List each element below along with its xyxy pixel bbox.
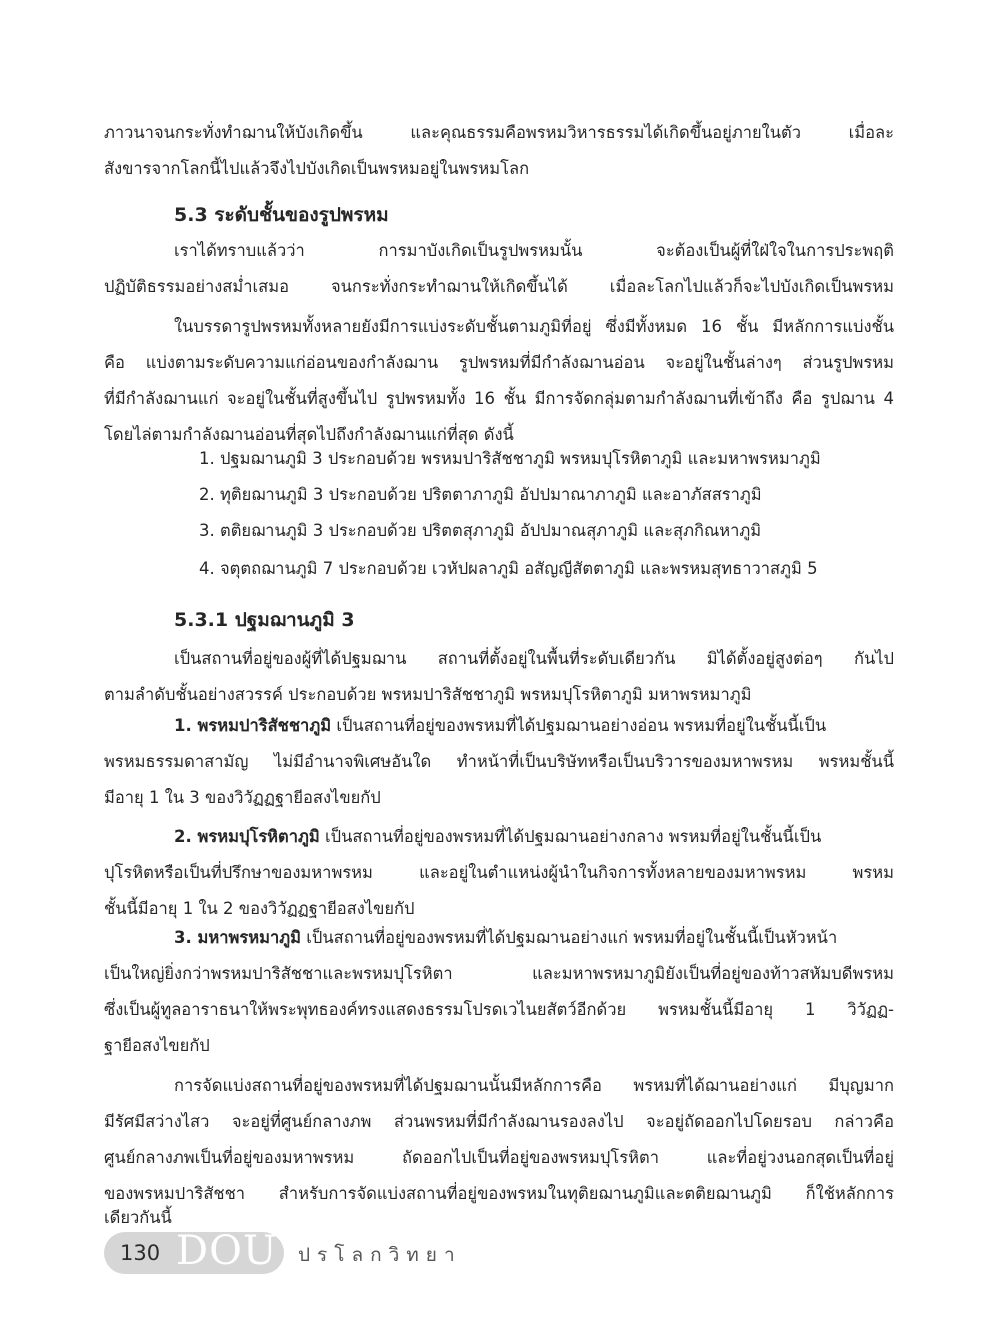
paragraph-line: ศูนย์กลางภพเป็นที่อยู่ของมหาพรหม ถัดออกไปเป็นที่อยู่ของพรหมปุโรหิตา และที่อยู่วงนอกสุดเป็นที่อยู่ [104,1148,894,1167]
paragraph-line: เราได้ทราบแล้วว่า การมาบังเกิดเป็นรูปพรหมนั้น จะต้องเป็นผู้ที่ใฝ่ใจในการประพฤติ [174,241,894,260]
paragraph-line: โดยไล่ตามกำลังฌานอ่อนที่สุดไปถึงกำลังฌานแก่ที่สุด ดังนี้ [104,425,514,444]
paragraph-line [174,708,894,744]
list-item: 3. ตติยฌานภูมิ 3 ประกอบด้วย ปริตตสุภาภูมิ อัปปมาณสุภาภูมิ และสุภกิณหาภูมิ [199,521,762,540]
paragraph-line: มีอายุ 1 ใน 3 ของวิวัฏฏฐายีอสงไขยกัป [104,788,381,807]
paragraph-line: สังขารจากโลกนี้ไปแล้วจึงไปบังเกิดเป็นพรหมอยู่ในพรหมโลก [104,159,530,178]
book-title: ปรโลกวิทยา [298,1244,462,1266]
page-footer [0,1228,1000,1282]
page-number: 130 [120,1241,161,1265]
term-text: เป็นสถานที่อยู่ของพรหมที่ได้ปฐมฌานอย่างกลาง พรหมที่อยู่ในชั้นนี้เป็น [319,827,822,846]
paragraph-line [174,819,894,855]
paragraph-line: เป็นสถานที่อยู่ของผู้ที่ได้ปฐมฌาน สถานที่ตั้งอยู่ในพื้นที่ระดับเดียวกัน มิได้ตั้งอยู่สูงต่อๆ กันไป [174,649,894,668]
paragraph-line: ในบรรดารูปพรหมทั้งหลายยังมีการแบ่งระดับชั้นตามภูมิที่อยู่ ซึ่งมีทั้งหมด 16 ชั้น มีหลักการแบ่งชั้น [174,317,894,336]
list-item: 1. ปฐมฌานภูมิ 3 ประกอบด้วย พรหมปาริสัชชาภูมิ พรหมปุโรหิตาภูมิ และมหาพรหมาภูมิ [199,449,821,468]
term-text: เป็นสถานที่อยู่ของพรหมที่ได้ปฐมฌานอย่างอ่อน พรหมที่อยู่ในชั้นนี้เป็น [331,716,827,735]
paragraph-line: การจัดแบ่งสถานที่อยู่ของพรหมที่ได้ปฐมฌานนั้นมีหลักการคือ พรหมที่ได้ฌานอย่างแก่ มีบุญมาก [174,1076,894,1095]
paragraph-line: มีรัศมีสว่างไสว จะอยู่ที่ศูนย์กลางภพ ส่วนพรหมที่มีกำลังฌานรองลงไป จะอยู่ถัดออกไปโดยรอบ กล่าวคือ [104,1112,894,1131]
paragraph-line: ปุโรหิตหรือเป็นที่ปรึกษาของมหาพรหม และอยู่ในตำแหน่งผู้นำในกิจการทั้งหลายของมหาพรหม พรหม [104,863,894,882]
paragraph-line: พรหมธรรมดาสามัญ ไม่มีอำนาจพิเศษอันใด ทำหน้าที่เป็นบริษัทหรือเป็นบริวารของมหาพรหม พรหมชั้นนี้ [104,752,894,771]
paragraph-line: เป็นใหญ่ยิ่งกว่าพรหมปาริสัชชาและพรหมปุโรหิตา และมหาพรหมาภูมิยังเป็นที่อยู่ของท้าวสหัมบดีพรหม [104,964,894,983]
list-item: 4. จตุตถฌานภูมิ 7 ประกอบด้วย เวหัปผลาภูมิ อสัญญีสัตตาภูมิ และพรหมสุทธาวาสภูมิ 5 [199,559,818,578]
paragraph-line: เดียวกันนี้ [104,1208,172,1227]
paragraph-line: ภาวนาจนกระทั่งทำฌานให้บังเกิดขึ้น และคุณธรรมคือพรหมวิหารธรรมได้เกิดขึ้นอยู่ภายในตัว เมื่อละ [104,123,894,142]
paragraph-line: ซึ่งเป็นผู้ทูลอาราธนาให้พระพุทธองค์ทรงแสดงธรรมโปรดเวไนยสัตว์อีกด้วย พรหมชั้นนี้มีอายุ 1 วิวัฏฏ- [104,1000,894,1019]
paragraph-line: ของพรหมปาริสัชชา สำหรับการจัดแบ่งสถานที่อยู่ของพรหมในทุติยฌานภูมิและตติยฌานภูมิ ก็ใช้หลักการ [104,1184,894,1203]
paragraph-line: ปฏิบัติธรรมอย่างสม่ำเสมอ จนกระทั่งกระทำฌานให้เกิดขึ้นได้ เมื่อละโลกไปแล้วก็จะไปบังเกิดเป็นพรหม [104,277,894,296]
paragraph-line: คือ แบ่งตามระดับความแก่อ่อนของกำลังฌาน รูปพรหมที่มีกำลังฌานอ่อน จะอยู่ในชั้นล่างๆ ส่วนรูปพรหม [104,353,894,372]
paragraph-line: ฐายีอสงไขยกัป [104,1036,210,1055]
paragraph-line: ที่มีกำลังฌานแก่ จะอยู่ในชั้นที่สูงขึ้นไป รูปพรหมทั้ง 16 ชั้น มีการจัดกลุ่มตามกำลังฌานที่เข้าถึง คือ รูปฌาน 4 [104,389,894,408]
term-title: 2. พรหมปุโรหิตาภูมิ [174,827,320,846]
paragraph-line: ตามลำดับชั้นอย่างสวรรค์ ประกอบด้วย พรหมปาริสัชชาภูมิ พรหมปุโรหิตาภูมิ มหาพรหมาภูมิ [104,685,752,704]
subsection-heading: 5.3.1 ปฐมฌานภูมิ 3 [174,609,355,631]
list-item: 2. ทุติยฌานภูมิ 3 ประกอบด้วย ปริตตาภาภูมิ อัปปมาณาภาภูมิ และอาภัสสราภูมิ [199,485,762,504]
dou-logo: DOU [176,1228,278,1274]
term-title: 1. พรหมปาริสัชชาภูมิ [174,716,332,735]
term-text: เป็นสถานที่อยู่ของพรหมที่ได้ปฐมฌานอย่างแก่ พรหมที่อยู่ในชั้นนี้เป็นหัวหน้า [301,928,838,947]
term-title: 3. มหาพรหมาภูมิ [174,928,302,947]
section-heading: 5.3 ระดับชั้นของรูปพรหม [174,204,389,226]
paragraph-line: ชั้นนี้มีอายุ 1 ใน 2 ของวิวัฏฏฐายีอสงไขยกัป [104,899,415,918]
paragraph-line [174,920,894,956]
